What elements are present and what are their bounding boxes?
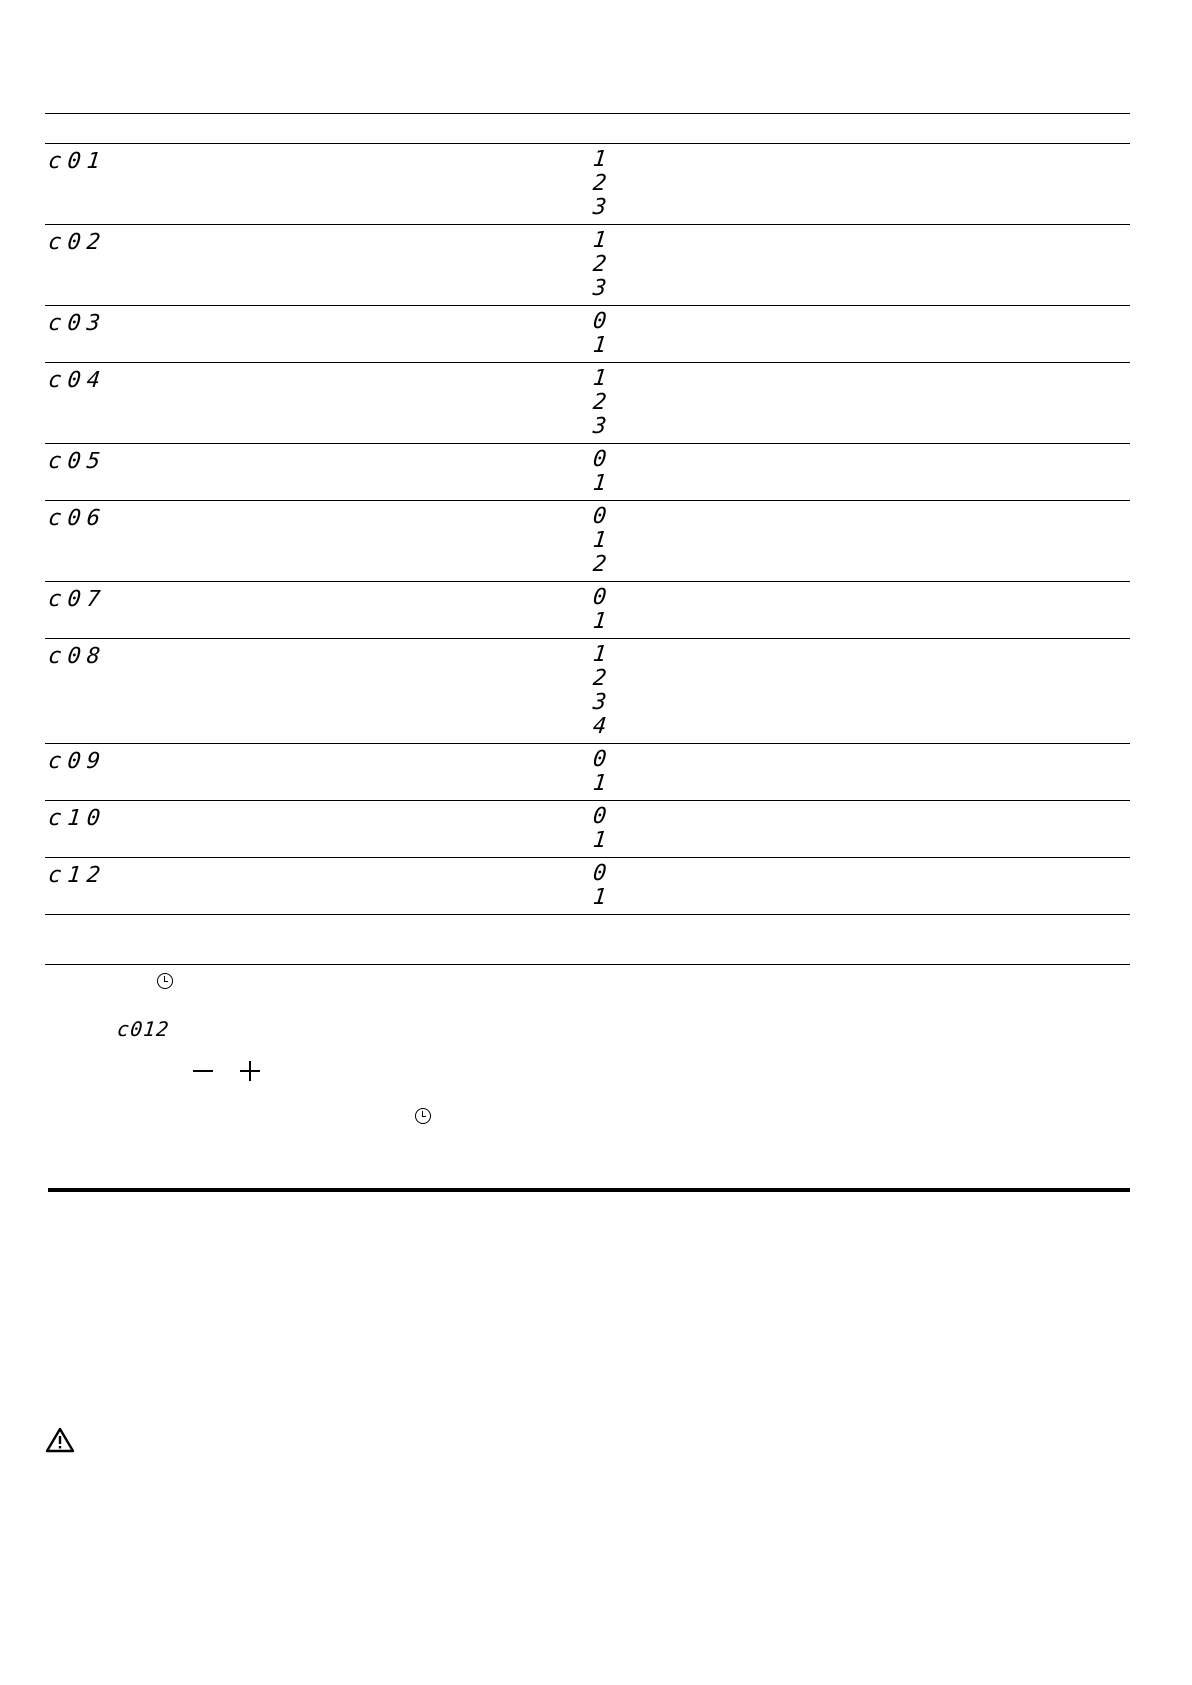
table-row — [45, 801, 1130, 858]
setting-value: 0 — [591, 585, 608, 610]
table-blank-row — [45, 915, 1130, 965]
setting-value: 1 — [591, 771, 608, 796]
setting-code-cell — [45, 501, 592, 531]
clock-icon — [157, 973, 173, 989]
setting-value: 0 — [591, 447, 608, 472]
setting-values-cell — [592, 639, 1130, 743]
plus-icon — [240, 1061, 260, 1081]
setting-code: c12 — [47, 863, 108, 888]
setting-value: 1 — [591, 828, 608, 853]
table-row — [45, 501, 1130, 582]
table-row — [45, 444, 1130, 501]
setting-value: 2 — [591, 390, 608, 415]
setting-value: 2 — [591, 252, 608, 277]
setting-code: c01 — [47, 149, 108, 174]
setting-value: 3 — [591, 414, 608, 439]
setting-values-cell — [592, 858, 1130, 914]
setting-code-cell — [45, 858, 592, 888]
table-top-rule — [45, 113, 1130, 114]
setting-value: 2 — [591, 171, 608, 196]
setting-code: c08 — [47, 644, 108, 669]
setting-code-cell — [45, 639, 592, 669]
setting-value: 3 — [591, 690, 608, 715]
setting-value: 0 — [591, 804, 608, 829]
setting-value: 1 — [591, 366, 608, 391]
setting-values-cell — [592, 225, 1130, 305]
setting-code-cell — [45, 363, 592, 393]
setting-value: 1 — [591, 642, 608, 667]
settings-table — [45, 143, 1130, 965]
setting-value: 1 — [591, 471, 608, 496]
setting-code: c10 — [47, 806, 108, 831]
setting-code-cell — [45, 744, 592, 774]
setting-values-cell — [592, 363, 1130, 443]
setting-code-cell — [45, 144, 592, 174]
table-row — [45, 582, 1130, 639]
settings-table-body — [45, 144, 1130, 915]
setting-values-cell — [592, 144, 1130, 224]
table-row — [45, 225, 1130, 306]
table-row — [45, 144, 1130, 225]
setting-value: 1 — [591, 228, 608, 253]
setting-value: 3 — [591, 276, 608, 301]
display-code-range: c012 — [116, 1017, 171, 1041]
table-row — [45, 858, 1130, 915]
setting-code-cell — [45, 444, 592, 474]
setting-code: c03 — [47, 311, 108, 336]
setting-code: c05 — [47, 449, 108, 474]
clock-icon — [415, 1108, 431, 1124]
setting-value: 0 — [591, 861, 608, 886]
setting-values-cell — [592, 801, 1130, 857]
table-row — [45, 363, 1130, 444]
setting-code: c07 — [47, 587, 108, 612]
setting-value: 1 — [591, 147, 608, 172]
setting-values-cell — [592, 306, 1130, 362]
warning-triangle-icon — [45, 1427, 75, 1453]
setting-values-cell — [592, 444, 1130, 500]
setting-value: 1 — [591, 609, 608, 634]
setting-value: 0 — [591, 747, 608, 772]
setting-value: 0 — [591, 504, 608, 529]
setting-values-cell — [592, 582, 1130, 638]
setting-values-cell — [592, 501, 1130, 581]
setting-value: 2 — [591, 666, 608, 691]
setting-code: c09 — [47, 749, 108, 774]
setting-code: c06 — [47, 506, 108, 531]
setting-code: c04 — [47, 368, 108, 393]
setting-code-cell — [45, 225, 592, 255]
setting-code-cell — [45, 801, 592, 831]
table-row — [45, 306, 1130, 363]
setting-value: 0 — [591, 309, 608, 334]
setting-value: 1 — [591, 333, 608, 358]
setting-code-cell — [45, 306, 592, 336]
setting-value: 3 — [591, 195, 608, 220]
table-row — [45, 639, 1130, 744]
setting-value: 4 — [591, 714, 608, 739]
setting-value: 2 — [591, 552, 608, 577]
section-divider — [48, 1188, 1130, 1192]
setting-values-cell — [592, 744, 1130, 800]
setting-value: 1 — [591, 528, 608, 553]
minus-icon — [193, 1070, 213, 1072]
setting-value: 1 — [591, 885, 608, 910]
setting-code-cell — [45, 582, 592, 612]
setting-code: c02 — [47, 230, 108, 255]
table-row — [45, 744, 1130, 801]
